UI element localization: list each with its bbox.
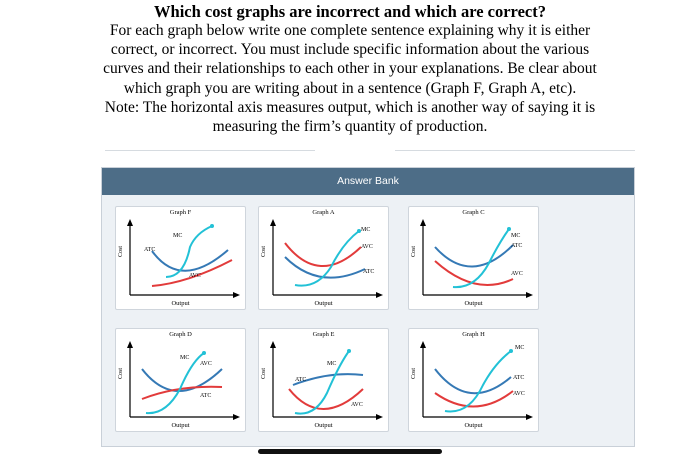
curve-label: MC <box>327 361 337 367</box>
x-axis-arrow <box>376 414 383 420</box>
curve-label: MC <box>511 233 521 239</box>
answer-bank <box>101 167 635 447</box>
divider-right <box>395 150 635 151</box>
mc-end-dot <box>509 349 513 353</box>
y-axis-label: Cost <box>261 245 267 257</box>
x-axis-arrow <box>233 292 240 298</box>
curve-label: MC <box>361 227 371 233</box>
y-axis-arrow <box>420 341 426 348</box>
curve-label: AVC <box>200 361 212 367</box>
question-line: correct, or incorrect. You must include specific information about the various <box>110 41 590 59</box>
x-axis-arrow <box>376 292 383 298</box>
curve-label: AVC <box>189 273 201 279</box>
graph-title: Graph E <box>312 331 335 338</box>
y-axis-arrow <box>127 341 133 348</box>
x-axis-label: Output <box>464 300 483 307</box>
x-axis-arrow <box>233 414 240 420</box>
graph-card-e[interactable] <box>258 328 389 432</box>
question-line: Note: The horizontal axis measures output, which is another way of saying it is <box>104 98 596 116</box>
y-axis-arrow <box>127 219 133 226</box>
question-line: measuring the firm’s quantity of production. <box>212 118 488 136</box>
x-axis-label: Output <box>464 422 483 429</box>
graph-e-plot <box>259 329 390 433</box>
mc-end-dot <box>210 224 214 228</box>
graph-title: Graph D <box>169 331 192 338</box>
y-axis-label: Cost <box>411 245 417 257</box>
y-axis-label: Cost <box>118 245 124 257</box>
question-title: Which cost graphs are incorrect and which are correct? <box>154 2 546 21</box>
graph-c-plot <box>409 207 540 311</box>
graph-a-plot <box>259 207 390 311</box>
graph-title: Graph F <box>169 209 192 216</box>
graph-title: Graph C <box>462 209 485 216</box>
home-indicator[interactable] <box>258 449 442 454</box>
y-axis-label: Cost <box>411 367 417 379</box>
curve-label: MC <box>515 345 525 351</box>
y-axis-arrow <box>270 341 276 348</box>
graph-title: Graph H <box>462 331 485 338</box>
graph-card-d[interactable] <box>115 328 246 432</box>
question-line: curves and their relationships to each other in your explanations. Be clear about <box>103 60 597 78</box>
x-axis-arrow <box>526 414 533 420</box>
graph-card-f[interactable] <box>115 206 246 310</box>
answer-bank-title: Answer Bank <box>102 168 634 195</box>
graph-card-h[interactable] <box>408 328 539 432</box>
curve-label: AVC <box>513 391 525 397</box>
graph-card-a[interactable] <box>258 206 389 310</box>
graph-d-plot <box>116 329 247 433</box>
divider-left <box>105 150 315 151</box>
curve-label: ATC <box>511 243 523 249</box>
curve-label: AVC <box>351 402 363 408</box>
x-axis-label: Output <box>171 422 190 429</box>
y-axis-arrow <box>270 219 276 226</box>
graph-title: Graph A <box>312 209 335 216</box>
curve-label: ATC <box>144 247 156 253</box>
mc-end-dot <box>202 351 206 355</box>
mc-end-dot <box>347 349 351 353</box>
curve-label: ATC <box>513 375 525 381</box>
x-axis-label: Output <box>314 422 333 429</box>
curve-label: AVC <box>361 244 373 250</box>
x-axis-arrow <box>526 292 533 298</box>
graph-f-plot <box>116 207 247 311</box>
curve-label: MC <box>180 355 190 361</box>
mc-end-dot <box>507 227 511 231</box>
y-axis-arrow <box>420 219 426 226</box>
curve-label: ATC <box>295 377 307 383</box>
curve-label: ATC <box>363 269 375 275</box>
question-text <box>0 2 700 136</box>
y-axis-label: Cost <box>118 367 124 379</box>
avc-curve <box>285 243 361 266</box>
atc-curve <box>435 245 513 267</box>
x-axis-label: Output <box>171 300 190 307</box>
question-line: For each graph below write one complete sentence explaining why it is either <box>109 22 591 39</box>
graph-card-c[interactable] <box>408 206 539 310</box>
y-axis-label: Cost <box>261 367 267 379</box>
x-axis-label: Output <box>314 300 333 307</box>
curve-label: AVC <box>511 271 523 277</box>
curve-label: MC <box>173 233 183 239</box>
atc-curve <box>435 369 511 393</box>
curve-label: ATC <box>200 393 212 399</box>
question-line: which graph you are writing about in a sentence (Graph F, Graph A, etc). <box>123 79 577 97</box>
